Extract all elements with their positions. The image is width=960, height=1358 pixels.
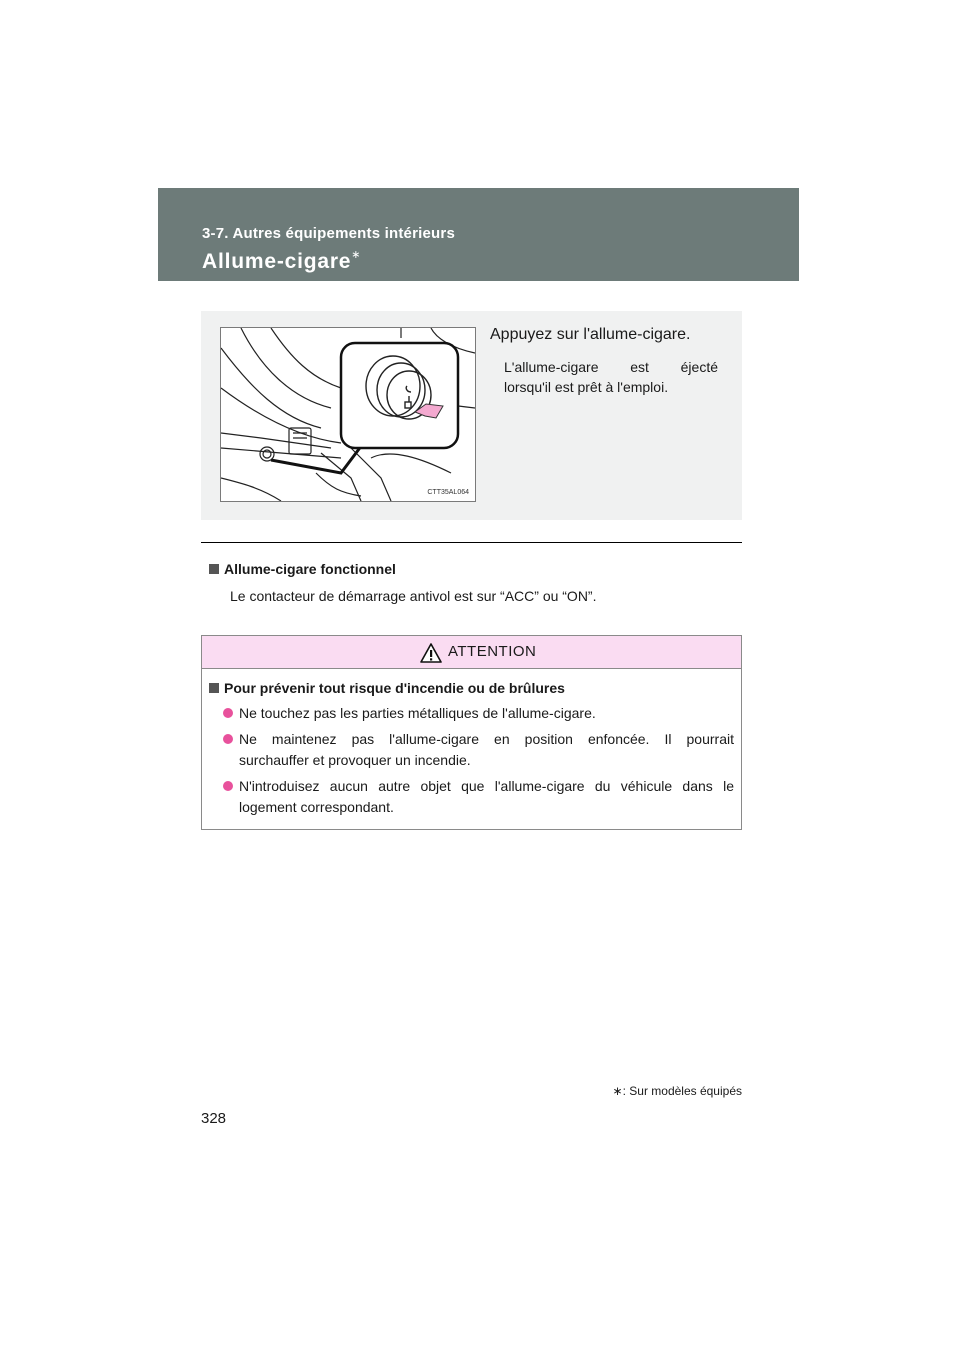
step-explanation-line1: L'allume-cigare est éjecté (504, 359, 718, 375)
warning-title (209, 680, 565, 696)
warning-triangle-icon (420, 643, 442, 663)
warning-bullet (223, 729, 734, 771)
step-explanation-line2: lorsqu'il est prêt à l'emploi. (504, 379, 669, 395)
square-bullet-icon (209, 683, 219, 693)
step-box (201, 311, 742, 520)
footnote-text: : Sur modèles équipés (622, 1084, 742, 1098)
section-number: 3-7. Autres équipements intérieurs (202, 225, 455, 242)
step-explanation (504, 357, 718, 397)
section-divider (201, 542, 742, 543)
warning-bullet (223, 703, 734, 724)
illustration-code: CTT35AL064 (427, 489, 469, 496)
note-text: Le contacteur de démarrage antivol est sur “ACC” ou “ON”. (230, 588, 597, 604)
warning-bullet-text-line2: surchauffer et provoquer un incendie. (239, 752, 471, 768)
warning-bullet-text-line1: Ne maintenez pas l'allume-cigare en position enfoncée. Il pourrait (239, 731, 734, 747)
pink-dot-icon (223, 708, 233, 718)
step-instruction: Appuyez sur l'allume-cigare. (490, 326, 691, 343)
warning-header (202, 636, 741, 669)
page-title-text: Allume-cigare (202, 250, 352, 273)
square-bullet-icon (209, 564, 219, 574)
title-asterisk: ∗ (351, 249, 362, 261)
warning-label: ATTENTION (448, 643, 537, 660)
lighter-drawing (221, 328, 475, 501)
page-number: 328 (201, 1110, 227, 1127)
note-title-text: Allume-cigare fonctionnel (224, 561, 396, 577)
warning-bullet-text-line2: logement correspondant. (239, 799, 394, 815)
warning-bullet-text: Ne touchez pas les parties métalliques de l'allume-cigare. (239, 705, 596, 721)
warning-box (201, 635, 742, 830)
footnote (613, 1084, 742, 1098)
cigarette-lighter-illustration (220, 327, 476, 502)
warning-title-text: Pour prévenir tout risque d'incendie ou de brûlures (224, 680, 565, 696)
section-header (158, 188, 799, 281)
page-title (202, 250, 361, 274)
warning-bullet (223, 776, 734, 818)
warning-bullet-text-line1: N'introduisez aucun autre objet que l'allume-cigare du véhicule dans le (239, 778, 734, 794)
footnote-asterisk: ∗ (612, 1084, 623, 1098)
note-title (209, 561, 396, 577)
pink-dot-icon (223, 734, 233, 744)
pink-dot-icon (223, 781, 233, 791)
